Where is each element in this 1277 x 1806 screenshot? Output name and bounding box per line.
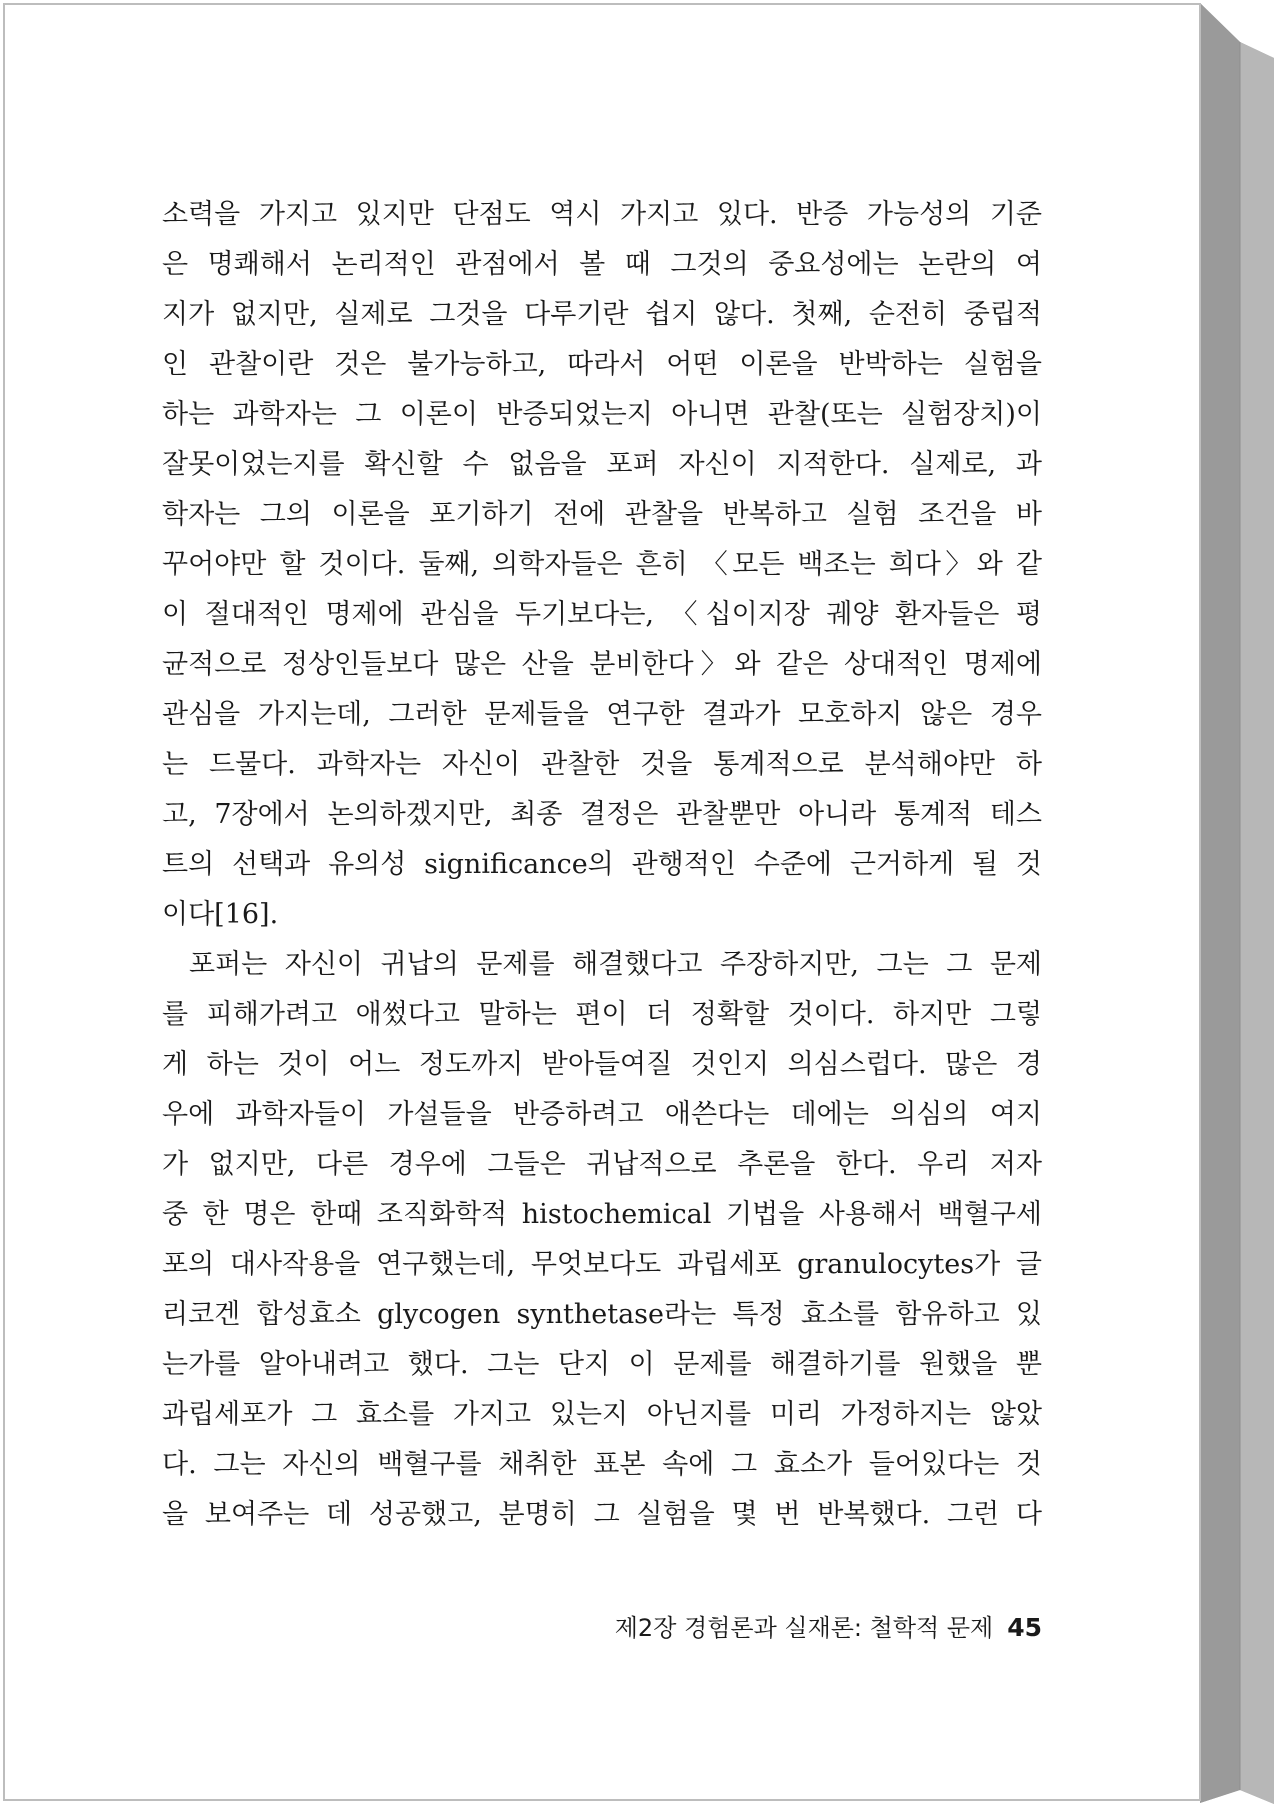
text-line: 가 없지만, 다른 경우에 그들은 귀납적으로 추론을 한다. 우리 저자 <box>162 1149 1042 1180</box>
page-footer <box>560 1608 1042 1643</box>
text-line: 포의 대사작용을 연구했는데, 무엇보다도 과립세포 granulocytes가 글 <box>162 1249 1042 1280</box>
text-line: 하는 과학자는 그 이론이 반증되었는지 아니면 관찰(또는 실험장치)이 <box>162 399 1042 430</box>
page-number: 45 <box>1007 1613 1042 1642</box>
text-line: 리코겐 합성효소 glycogen synthetase라는 특정 효소를 함유하고 있 <box>162 1299 1042 1330</box>
text-line: 다. 그는 자신의 백혈구를 채취한 표본 속에 그 효소가 들어있다는 것 <box>162 1449 1042 1480</box>
text-line: 은 명쾌해서 논리적인 관점에서 볼 때 그것의 중요성에는 논란의 여 <box>162 249 1042 280</box>
text-line: 고, 7장에서 논의하겠지만, 최종 결정은 관찰뿐만 아니라 통계적 테스 <box>162 799 1042 830</box>
text-line: 이다[16]. <box>162 899 279 930</box>
text-line: 이 절대적인 명제에 관심을 두기보다는, 〈십이지장 궤양 환자들은 평 <box>162 599 1042 630</box>
text-line: 는 드물다. 과학자는 자신이 관찰한 것을 통계적으로 분석해야만 하 <box>162 749 1042 780</box>
text-line: 를 피해가려고 애썼다고 말하는 편이 더 정확할 것이다. 하지만 그렇 <box>162 999 1042 1030</box>
text-line: 을 보여주는 데 성공했고, 분명히 그 실험을 몇 번 반복했다. 그런 다 <box>162 1499 1042 1530</box>
text-line: 꾸어야만 할 것이다. 둘째, 의학자들은 흔히 〈모든 백조는 희다〉와 같 <box>162 549 1042 580</box>
text-line: 는가를 알아내려고 했다. 그는 단지 이 문제를 해결하기를 원했을 뿐 <box>162 1349 1042 1380</box>
text-line: 과립세포가 그 효소를 가지고 있는지 아닌지를 미리 가정하지는 않았 <box>162 1399 1042 1430</box>
text-line: 우에 과학자들이 가설들을 반증하려고 애쓴다는 데에는 의심의 여지 <box>162 1099 1042 1130</box>
text-line: 게 하는 것이 어느 정도까지 받아들여질 것인지 의심스럽다. 많은 경 <box>162 1049 1042 1080</box>
text-line: 학자는 그의 이론을 포기하기 전에 관찰을 반복하고 실험 조건을 바 <box>162 499 1042 530</box>
text-line: 포퍼는 자신이 귀납의 문제를 해결했다고 주장하지만, 그는 그 문제 <box>189 949 1042 980</box>
body-text <box>162 190 1042 1540</box>
text-line: 소력을 가지고 있지만 단점도 역시 가지고 있다. 반증 가능성의 기준 <box>162 199 1042 230</box>
text-line: 인 관찰이란 것은 불가능하고, 따라서 어떤 이론을 반박하는 실험을 <box>162 349 1042 380</box>
text-line: 균적으로 정상인들보다 많은 산을 분비한다〉와 같은 상대적인 명제에 <box>162 649 1042 680</box>
text-line: 관심을 가지는데, 그러한 문제들을 연구한 결과가 모호하지 않은 경우 <box>162 699 1042 730</box>
text-line: 트의 선택과 유의성 significance의 관행적인 수준에 근거하게 될 것 <box>162 849 1042 880</box>
text-line: 잘못이었는지를 확신할 수 없음을 포퍼 자신이 지적한다. 실제로, 과 <box>162 449 1042 480</box>
running-footer-chapter: 제2장 경험론과 실재론: 철학적 문제 <box>614 1614 994 1642</box>
text-line: 중 한 명은 한때 조직화학적 histochemical 기법을 사용해서 백혈구세 <box>162 1199 1042 1230</box>
text-line: 지가 없지만, 실제로 그것을 다루기란 쉽지 않다. 첫째, 순전히 중립적 <box>162 299 1042 330</box>
